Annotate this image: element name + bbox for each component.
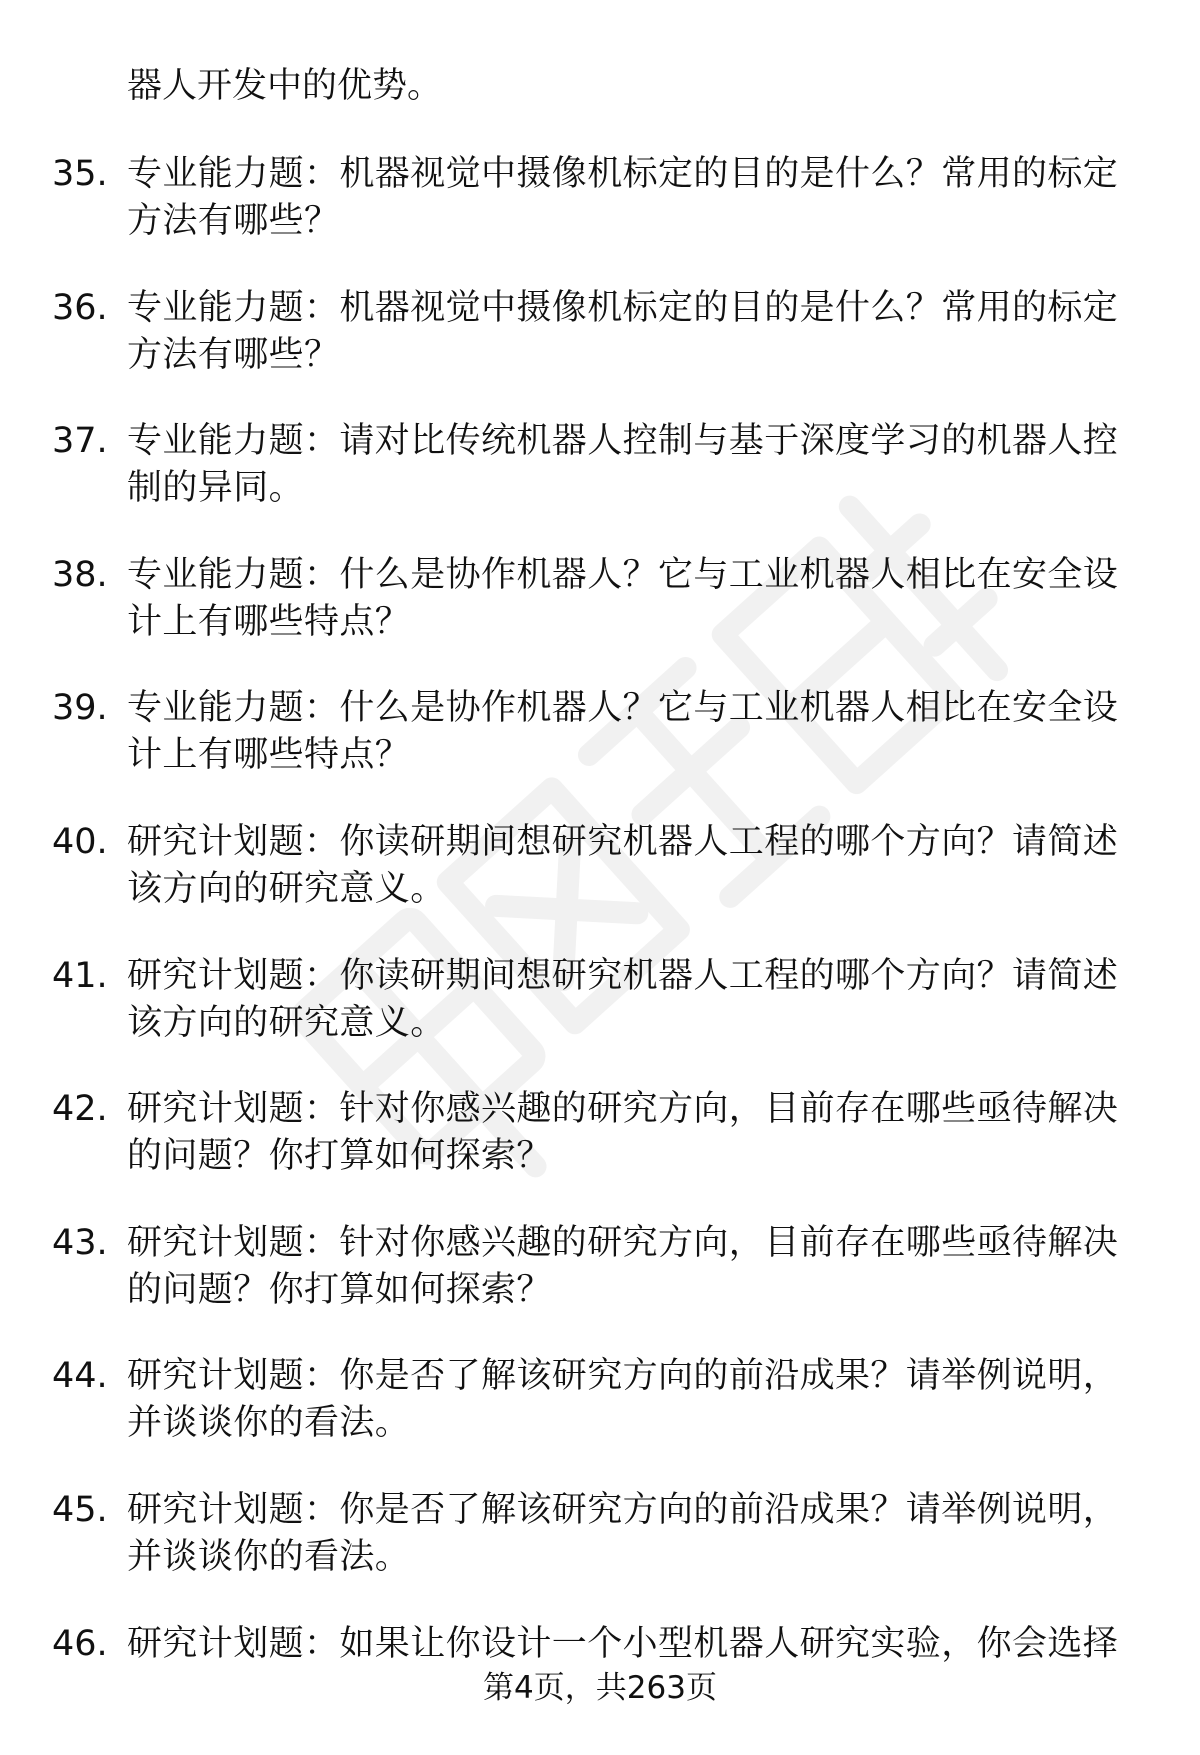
question-text: 研究计划题：你读研期间想研究机器人工程的哪个方向？请简述该方向的研究意义。 [127, 821, 1119, 909]
question-text: 研究计划题：如果让你设计一个小型机器人研究实验，你会选择 [127, 1623, 1119, 1664]
question-text: 专业能力题：机器视觉中摄像机标定的目的是什么？常用的标定方法有哪些？ [127, 154, 1119, 241]
question-text: 专业能力题：什么是协作机器人？它与工业机器人相比在安全设计上有哪些特点？ [127, 554, 1119, 642]
list-item [0, 1487, 1200, 1580]
question-number: 36. [52, 287, 108, 328]
question-number: 37. [52, 421, 108, 462]
question-number: 42. [52, 1089, 108, 1130]
question-number: 39. [52, 688, 108, 729]
question-text: 研究计划题：针对你感兴趣的研究方向，目前存在哪些亟待解决的问题？你打算如何探索？ [127, 1222, 1119, 1310]
list-item [0, 418, 1200, 511]
question-text: 专业能力题：机器视觉中摄像机标定的目的是什么？常用的标定方法有哪些？ [127, 287, 1119, 375]
page-footer: 第4页，共263页 [483, 1670, 717, 1706]
continuation-text: 器人开发中的优势。 [127, 66, 443, 106]
question-number: 43. [52, 1222, 108, 1263]
list-item [0, 685, 1200, 778]
list-item [0, 151, 1200, 244]
question-number: 35. [52, 154, 108, 194]
question-text: 研究计划题：针对你感兴趣的研究方向，目前存在哪些亟待解决的问题？你打算如何探索？ [127, 1089, 1119, 1177]
list-item [0, 285, 1200, 378]
question-text: 专业能力题：请对比传统机器人控制与基于深度学习的机器人控制的异同。 [127, 421, 1119, 509]
question-number: 38. [52, 554, 108, 595]
question-text: 研究计划题：你读研期间想研究机器人工程的哪个方向？请简述该方向的研究意义。 [127, 955, 1119, 1043]
list-item [0, 1220, 1200, 1313]
list-item [0, 953, 1200, 1046]
list-item [0, 1353, 1200, 1446]
list-item [0, 819, 1200, 912]
question-number: 45. [52, 1489, 108, 1530]
list-item [0, 552, 1200, 645]
question-number: 44. [52, 1356, 108, 1397]
question-text: 研究计划题：你是否了解该研究方向的前沿成果？请举例说明，并谈谈你的看法。 [127, 1489, 1119, 1577]
list-item [0, 1086, 1200, 1179]
question-text: 研究计划题：你是否了解该研究方向的前沿成果？请举例说明，并谈谈你的看法。 [127, 1356, 1119, 1444]
question-list [0, 151, 1200, 1754]
question-number: 41. [52, 955, 108, 996]
question-text: 专业能力题：什么是协作机器人？它与工业机器人相比在安全设计上有哪些特点？ [127, 688, 1119, 776]
question-number: 40. [52, 821, 108, 862]
question-number: 46. [52, 1623, 108, 1664]
